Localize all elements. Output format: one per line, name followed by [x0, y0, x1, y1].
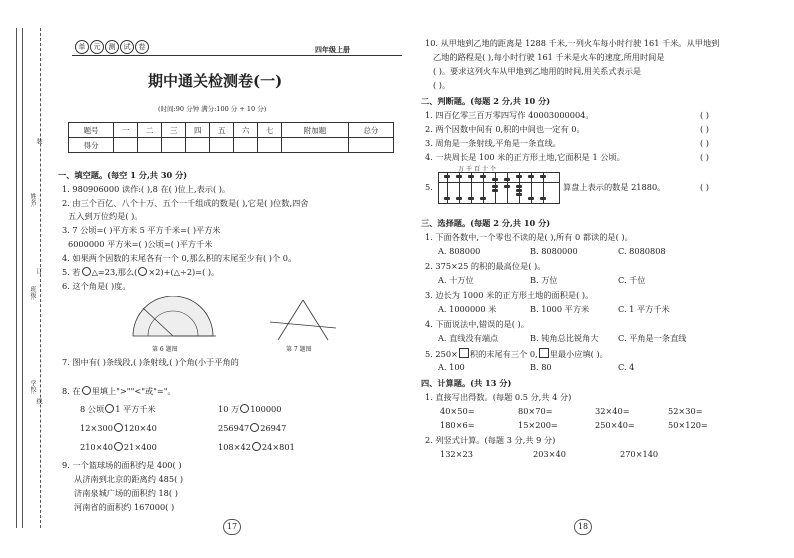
square-blank: [539, 348, 549, 358]
compare-row-3b: 108×42 24×801: [218, 442, 295, 452]
choice-2-c[interactable]: C. 千位: [618, 275, 646, 285]
choice-4-c[interactable]: C. 平角是一条直线: [618, 333, 687, 343]
cut-line: [40, 28, 41, 528]
abacus-figure: [438, 172, 560, 204]
compare-circle[interactable]: [250, 423, 259, 432]
compare-row-1: 8 公顷 1 平方千米: [80, 404, 156, 414]
score-cell[interactable]: [162, 138, 186, 153]
compare-row-1b: 10 万 100000: [218, 404, 282, 414]
square-blank: [459, 348, 469, 358]
choice-1: 1. 下面各数中,一个零也不读的是( ),所有 0 都读的是( )。: [425, 232, 633, 242]
choice-5-c[interactable]: C. 4: [618, 362, 635, 372]
question-2-cont: 五入到万位约是( )。: [68, 211, 143, 221]
calc-item: 180×6=: [440, 420, 475, 430]
protractor-figure: [128, 296, 218, 342]
section-calc: 四、计算题。(共 13 分): [421, 378, 512, 388]
question-7: 7. 图中有( )条线段,( )条射线,( )个角(小于平角的: [62, 357, 239, 367]
judge-2: 2. 两个因数中间有 0,积的中间也一定有 0。: [425, 124, 585, 134]
lines-figure: [268, 298, 338, 342]
score-cell[interactable]: [258, 138, 282, 153]
exam-info: (时间:90 分钟 满分:100 分 + 10 分): [158, 105, 267, 113]
choice-3-c[interactable]: C. 1 平方千米: [618, 304, 670, 314]
circle-symbol: [82, 386, 91, 395]
compare-row-2: 12×300 120×40: [80, 423, 157, 433]
question-10-c: ( )。要求这列火车从甲地到乙地用的时间,用关系式表示是: [433, 66, 642, 76]
vertical-calc-item: 270×140: [620, 449, 659, 459]
judge-3-answer[interactable]: ( ): [700, 138, 709, 148]
calc-item: 32×40=: [595, 406, 630, 416]
page-number-right: 18: [574, 519, 592, 535]
binding-mark: 装: [35, 138, 42, 144]
calc-item: 52×30=: [668, 406, 703, 416]
section-judge: 二、判断题。(每题 2 分,共 10 分): [421, 96, 551, 106]
choice-4-a[interactable]: A. 直线没有端点: [438, 333, 499, 343]
judge-4-answer[interactable]: ( ): [700, 152, 709, 162]
binding-line: [22, 28, 23, 528]
calc-item: 40×50=: [440, 406, 475, 416]
compare-circle[interactable]: [252, 442, 261, 451]
score-cell[interactable]: [234, 138, 258, 153]
circle-symbol: [138, 267, 147, 276]
score-cell[interactable]: [114, 138, 138, 153]
question-3: 3. 7 公顷=( )平方米 5 平方千米=( )平方米: [62, 225, 221, 235]
question-4: 4. 如果两个因数的末尾各有一个 0,那么积的末尾至少有( )个 0。: [62, 253, 297, 263]
choice-1-c[interactable]: C. 8080808: [618, 246, 666, 256]
calc-2: 2. 列竖式计算。(每题 3 分,共 9 分): [425, 435, 556, 445]
figure-7-caption: 第 7 题图: [286, 346, 312, 353]
vertical-calc-item: 132×23: [440, 449, 473, 459]
section-choice: 三、选择题。(每题 2 分,共 10 分): [421, 218, 551, 228]
calc-item: 50×120=: [668, 420, 708, 430]
score-cell[interactable]: [348, 138, 393, 153]
choice-1-b[interactable]: B. 8080000: [530, 246, 578, 256]
score-table: 题号 一 二 三 四 五 六 七 附加题 总分 得分: [68, 122, 394, 153]
question-5: 5. 若 △=23,那么( ×2)+(△÷2)=( )。: [62, 267, 220, 277]
score-cell[interactable]: [282, 138, 348, 153]
question-9: 9. 一个篮球场的面积约是 400( ): [62, 460, 182, 470]
compare-row-3: 210×40 21×400: [80, 442, 157, 452]
score-cell[interactable]: [138, 138, 162, 153]
judge-2-answer[interactable]: ( ): [700, 124, 709, 134]
question-9-c: 济南泉城广场的面积约 18( ): [74, 488, 178, 498]
binding-mark: 订: [35, 268, 42, 274]
choice-2-a[interactable]: A. 十万位: [438, 275, 474, 285]
class-label: 班级:: [29, 286, 36, 301]
compare-circle[interactable]: [240, 404, 249, 413]
choice-3-b[interactable]: B. 1000 平方米: [530, 304, 590, 314]
question-10: 10. 从甲地到乙地的距离是 1288 千米,一列火车每小时行驶 161 千米。从甲地到: [425, 38, 720, 48]
score-cell[interactable]: [186, 138, 210, 153]
choice-2: 2. 375×25 的积的最高位是( )。: [425, 261, 546, 271]
judge-3: 3. 周角是一条射线,平角是一条直线。: [425, 138, 561, 148]
grade-label: 四年级上册: [315, 45, 350, 54]
question-9-b: 从济南到北京的距离约 485( ): [74, 474, 184, 484]
question-10-d: ( )。: [433, 80, 451, 90]
calc-item: 250×40=: [595, 420, 635, 430]
page-number-left: 17: [223, 519, 241, 535]
compare-circle[interactable]: [114, 442, 123, 451]
choice-1-a[interactable]: A. 808000: [438, 246, 481, 256]
calc-1: 1. 直接写出得数。(每题 0.5 分,共 4 分): [425, 392, 572, 402]
abacus-place-labels: 万千百十个: [458, 166, 499, 173]
judge-1: 1. 四百亿零三百万零四写作 40003000004。: [425, 110, 594, 120]
judge-5: 5.: [425, 182, 433, 192]
choice-4: 4. 下面说法中,错误的是( )。: [425, 319, 529, 329]
binding-strip: [10, 28, 60, 528]
judge-5-answer[interactable]: ( ): [700, 182, 709, 192]
section-fill-blank: 一、填空题。(每空 1 分,共 30 分): [58, 170, 188, 180]
score-cell[interactable]: [210, 138, 234, 153]
vertical-calc-item: 203×40: [533, 449, 566, 459]
question-3-cont: 6000000 平方米=( )公顷=( )平方千米: [68, 239, 213, 249]
header-rule: [72, 55, 402, 56]
calc-item: 80×70=: [518, 406, 553, 416]
judge-1-answer[interactable]: ( ): [700, 110, 709, 120]
choice-4-b[interactable]: B. 钝角总比锐角大: [530, 333, 599, 343]
choice-5-b[interactable]: B. 80: [530, 362, 552, 372]
question-6: 6. 这个角是( )度。: [62, 281, 131, 291]
school-label: 学校:: [29, 380, 36, 395]
circle-symbol: [82, 267, 91, 276]
question-1: 1. 980906000 读作:( ),8 在( )位上,表示( )。: [62, 184, 231, 194]
page-title: 期中通关检测卷(一): [148, 72, 283, 90]
calc-item: 15×200=: [518, 420, 558, 430]
choice-5-a[interactable]: A. 100: [438, 362, 465, 372]
judge-5-text: 算盘上表示的数是 21880。: [563, 182, 666, 192]
name-label: 姓名:: [29, 193, 36, 208]
binding-mark: 线: [35, 398, 42, 404]
question-8: 8. 在 里填上">""<"或"="。: [62, 386, 176, 396]
judge-4: 4. 一块周长是 100 米的正方形土地,它面积是 1 公顷。: [425, 152, 625, 162]
choice-2-b[interactable]: B. 万位: [530, 275, 558, 285]
compare-circle[interactable]: [105, 404, 114, 413]
figure-6-caption: 第 6 题图: [152, 346, 178, 353]
unit-test-badge: 单 元 测 试 卷: [75, 40, 149, 54]
question-10-b: 乙地的路程是( ),每小时行驶 161 千米是火车的速度,所用时间是: [433, 52, 665, 62]
binding-line: [16, 28, 17, 528]
question-9-d: 河南省的面积约 167000( ): [74, 502, 175, 512]
compare-circle[interactable]: [114, 423, 123, 432]
compare-row-2b: 256947 26947: [218, 423, 287, 433]
choice-3: 3. 边长为 1000 米的正方形土地的面积是( )。: [425, 290, 594, 300]
choice-5: 5. 250× 积的末尾有三个 0, 里最小应填( )。: [425, 349, 608, 359]
question-2: 2. 由三个百亿、八个十万、五个一千组成的数是( ),它是( )位数,四舍: [62, 198, 309, 208]
choice-3-a[interactable]: A. 1000000 米: [438, 304, 497, 314]
